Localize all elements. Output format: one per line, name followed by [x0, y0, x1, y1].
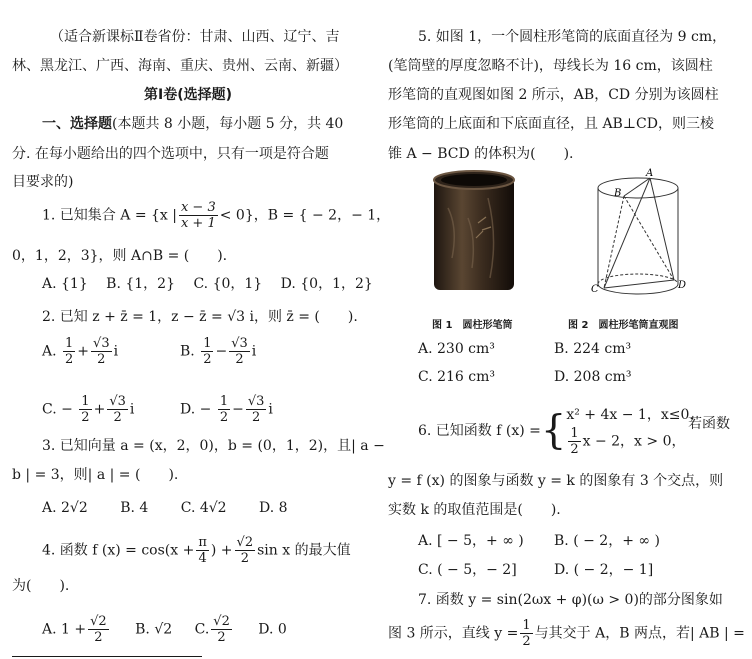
q7-text-a: 图 3 所示，直线 y = — [388, 625, 519, 642]
q5-option-d: D. 208 cm³ — [554, 369, 632, 385]
q4-sqrt2: √2 — [236, 535, 254, 550]
part-title: 第Ⅰ卷(选择题) — [143, 87, 232, 103]
q3-options: A. 2√2 B. 4 C. 4√2 D. 8 — [42, 500, 288, 516]
q2-d-frac1 — [218, 394, 230, 425]
label-d: D — [678, 280, 687, 291]
q2-a-sign: + — [77, 343, 90, 360]
q4-text-b: ) + — [210, 542, 233, 559]
q2-d-i: i — [268, 401, 273, 418]
q7-text-b: 与其交于 A，B 两点，若| AB | = — [534, 625, 745, 642]
q6-text-b: 若函数 — [688, 416, 730, 432]
q2-c-f1-num: 1 — [81, 394, 90, 409]
label-c: C — [591, 284, 599, 295]
q3-text-b: b | = 3，则| a | = ( ). — [12, 467, 179, 483]
q4-opt-b: B. √2 — [135, 621, 173, 638]
q6-option-a: A. [ − 5，+ ∞ ) — [418, 533, 524, 549]
q2-option-a — [42, 336, 118, 367]
q2-a-f2-den: 2 — [97, 352, 106, 367]
q2-d-frac2 — [246, 394, 267, 425]
cylinder-diagram — [588, 166, 708, 300]
q4-pi: π — [198, 535, 207, 550]
question-4 — [42, 535, 351, 566]
intro-line-2: 林、黑龙江、广西、海南、重庆、贵州、云南、新疆） — [12, 58, 348, 74]
label-b: B — [614, 188, 622, 199]
q2-option-c — [42, 394, 134, 425]
q2-b-frac1 — [201, 336, 213, 367]
q1-text-c: 0，1，2，3}，则 A∩B = ( ). — [12, 248, 228, 264]
q2-c-f1-den: 2 — [81, 410, 90, 425]
q2-b-i: i — [251, 343, 257, 360]
question-7: 7. 函数 y = sin(2ωx + φ)(ω > 0)的部分图象如 — [418, 592, 723, 608]
q2-b-frac2 — [229, 336, 250, 367]
q6-half-den: 2 — [570, 442, 579, 457]
q6-option-d: D. ( − 2，− 1] — [554, 562, 654, 578]
q2-d-f1-num: 1 — [219, 394, 229, 409]
q1-fraction — [179, 200, 218, 231]
q5-option-a: A. 230 cm³ — [418, 341, 495, 357]
q2-d-f1-den: 2 — [219, 410, 229, 425]
q2-d-f2-den: 2 — [251, 410, 261, 425]
section-desc-2: 分. 在每小题给出的四个选项中，只有一项是符合题 — [12, 146, 329, 162]
q2-d-label: D. − — [180, 401, 212, 418]
q2-b-f2-den: 2 — [235, 352, 244, 367]
q4-text-d: 为( ). — [12, 578, 70, 594]
section-desc: (本题共 8 小题，每小题 5 分，共 40 — [112, 116, 344, 132]
q4-opt-a-num: √2 — [90, 614, 107, 629]
q1-denominator: x + 1 — [180, 216, 216, 231]
q6-case-1: x² + 4x − 1，x≤0， — [566, 407, 704, 423]
q5-option-c: C. 216 cm³ — [418, 369, 496, 385]
q2-b-f2-num: √3 — [231, 336, 248, 351]
footnote-divider — [12, 656, 202, 657]
q2-c-label: C. − — [42, 401, 73, 418]
question-5: 5. 如图 1，一个圆柱形笔筒的底面直径为 9 cm， — [418, 29, 727, 45]
section-desc-3: 目要求的) — [12, 174, 74, 190]
fig1-caption: 图 1 圆柱形笔筒 — [432, 320, 513, 331]
q4-sqrt2-frac — [235, 535, 256, 566]
q4-pi-frac — [196, 535, 209, 566]
question-2: 2. 已知 z + z̄ = 1，z − z̄ = √3 i，则 z̄ = ( ). — [42, 309, 358, 325]
q6-brace: { — [540, 407, 567, 454]
q2-d-f2-num: √3 — [247, 394, 265, 409]
q2-c-f2-num: √3 — [109, 394, 126, 409]
q2-option-b — [180, 336, 256, 367]
q5-line-4: 形笔筒的上底面和下底面直径，且 AB⊥CD，则三棱 — [388, 116, 714, 132]
q7-half-den: 2 — [522, 634, 531, 649]
q6-half — [568, 426, 580, 457]
q4-four: 4 — [198, 551, 207, 566]
q2-a-i: i — [113, 343, 119, 360]
q2-c-i: i — [129, 401, 135, 418]
q2-a-frac1 — [63, 336, 75, 367]
section-header — [42, 114, 343, 134]
q5-line-3: 形笔筒的直观图如图 2 所示，AB，CD 分别为该圆柱 — [388, 87, 719, 103]
pen-holder-photo — [428, 168, 520, 298]
q5-line-5: 锥 A − BCD 的体积为( ). — [388, 146, 574, 162]
q2-a-f1-den: 2 — [65, 352, 74, 367]
q1-text-b: < 0}，B = { − 2，− 1， — [219, 207, 391, 224]
q4-text-a: 4. 函数 f (x) = cos(x + — [42, 542, 195, 559]
q6-half-num: 1 — [570, 426, 579, 441]
q1-options: A. {1} B. {1，2} C. {0，1} D. {0，1，2} — [42, 276, 373, 292]
q6-text-c: y = f (x) 的图象与函数 y = k 的图象有 3 个交点，则 — [388, 473, 724, 489]
q5-line-2: (笔筒壁的厚度忽略不计)，母线长为 16 cm，该圆柱 — [388, 58, 713, 74]
q2-a-frac2 — [91, 336, 112, 367]
q2-d-sign: − — [232, 401, 244, 418]
q4-opt-a-frac — [88, 614, 109, 645]
q2-c-sign: + — [93, 401, 106, 418]
q2-c-frac2 — [107, 394, 128, 425]
q2-b-label: B. — [180, 343, 195, 360]
q5-option-b: B. 224 cm³ — [554, 341, 632, 357]
q4-opt-c-den: 2 — [217, 630, 226, 645]
q1-text-a: 1. 已知集合 A = {x | — [42, 207, 177, 224]
section-title: 一、选择题 — [42, 116, 112, 132]
q6-option-c: C. ( − 5，− 2] — [418, 562, 517, 578]
q7-half — [520, 618, 532, 649]
intro-line-1: （适合新课标Ⅱ卷省份：甘肃、山西、辽宁、吉 — [50, 29, 340, 45]
q2-a-f2-num: √3 — [93, 336, 110, 351]
q6-cases — [566, 404, 703, 457]
q2-a-f1-num: 1 — [65, 336, 74, 351]
q4-options — [42, 614, 287, 645]
question-6 — [418, 404, 703, 457]
question-3: 3. 已知向量 a = (x，2，0)，b = (0，1，2)，且| a − — [42, 438, 385, 454]
q4-opt-a: A. 1 + — [42, 621, 87, 638]
q4-opt-c: C. — [194, 621, 210, 638]
q6-text-a: 6. 已知函数 f (x) = — [418, 422, 541, 439]
q6-case-2 — [566, 426, 703, 457]
q2-c-frac1 — [79, 394, 91, 425]
q2-b-f1-num: 1 — [203, 336, 212, 351]
q4-opt-c-frac — [211, 614, 232, 645]
q6-case-2-rest: x − 2，x > 0， — [582, 433, 686, 450]
q7-half-num: 1 — [522, 618, 531, 633]
q4-opt-a-den: 2 — [94, 630, 103, 645]
q6-option-b: B. ( − 2，+ ∞ ) — [554, 533, 660, 549]
q2-b-f1-den: 2 — [203, 352, 212, 367]
q2-b-sign: − — [215, 343, 228, 360]
q6-text-d: 实数 k 的取值范围是( ). — [388, 502, 561, 518]
q4-two: 2 — [240, 551, 249, 566]
q2-a-label: A. — [42, 343, 57, 360]
question-1 — [42, 200, 390, 231]
q4-opt-c-num: √2 — [213, 614, 230, 629]
q7-line-2 — [388, 618, 745, 649]
fig2-caption: 图 2 圆柱形笔筒直观图 — [568, 320, 679, 331]
q4-text-c: sin x 的最大值 — [257, 542, 351, 559]
q4-opt-d: D. 0 — [258, 621, 287, 638]
q2-c-f2-den: 2 — [113, 410, 122, 425]
label-a: A — [646, 168, 654, 179]
q1-numerator: x − 3 — [180, 200, 216, 215]
q2-option-d — [180, 394, 273, 425]
